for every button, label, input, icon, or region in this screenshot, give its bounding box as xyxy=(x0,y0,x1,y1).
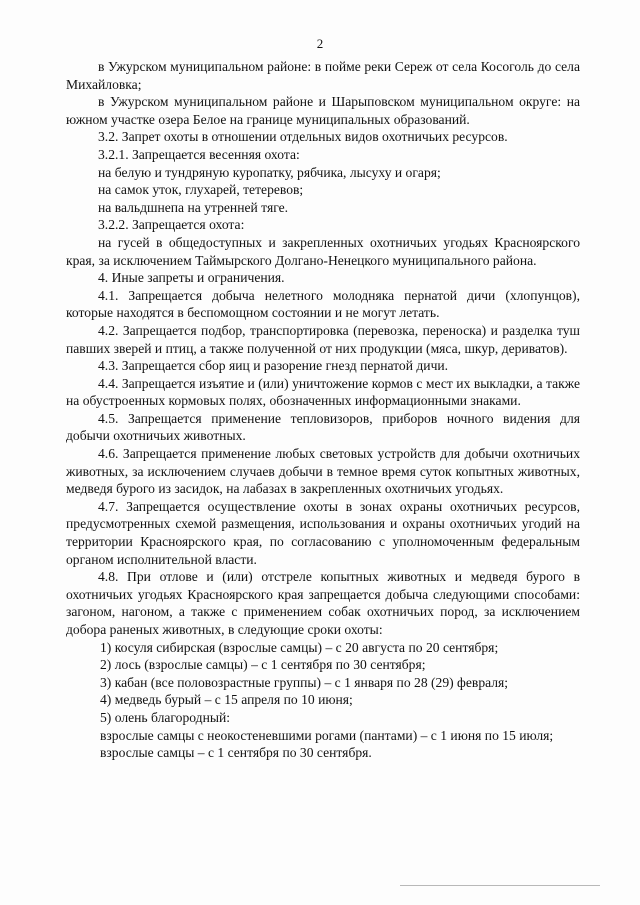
list-item-woodcock: на вальдшнепа на утренней тяге. xyxy=(98,199,289,215)
list-item-red-deer-males: взрослые самцы – с 1 сентября по 30 сентября. xyxy=(100,745,372,761)
paragraph-geese: на гусей в общедоступных и закрепленных охотничьих угодьях Красноярского края, за исключением Таймырского Долгано-Ненецкого муниципального района. xyxy=(66,234,580,268)
list-item-roe-deer: 1) косуля сибирская (взрослые самцы) – с 20 августа по 20 сентября; xyxy=(100,639,499,655)
page-number: 2 xyxy=(316,36,324,51)
section-4-7: 4.7. Запрещается осуществление охоты в зонах охраны охотничьих ресурсов, предусмотренных схемой размещения, использования и охраны охотничьих угодий на территории Красноярского края, по согласованию с уполномоченным федеральным органом исполнительной власти. xyxy=(66,498,580,567)
paragraph-uzhur-serezh: в Ужурском муниципальном районе: в пойме реки Сереж от села Косоголь до села Михайловка; xyxy=(66,59,580,92)
section-4-1: 4.1. Запрещается добыча нелетного молодняка пернатой дичи (хлопунцов), которые находятся в беспомощном состоянии и не могут летать. xyxy=(66,287,580,321)
section-3-2-2-heading: 3.2.2. Запрещается охота: xyxy=(98,217,245,233)
list-item-red-deer-antlers: взрослые самцы с неокостеневшими рогами (пантами) – с 1 июня по 15 июля; xyxy=(100,727,554,743)
section-4-4: 4.4. Запрещается изъятие и (или) уничтожение кормов с мест их выкладки, а также на обустроенных кормовых полях, обозначенных информационными знаками. xyxy=(66,375,580,409)
list-item-red-deer: 5) олень благородный: xyxy=(100,709,231,725)
list-item-ptarmigan: на белую и тундряную куропатку, рябчика, лысуху и огаря; xyxy=(98,164,441,180)
section-4-3: 4.3. Запрещается сбор яиц и разорение гнезд пернатой дичи. xyxy=(98,358,449,374)
section-3-2-1-heading: 3.2.1. Запрещается весенняя охота: xyxy=(98,146,300,162)
section-4-2: 4.2. Запрещается подбор, транспортировка (перевозка, переноска) и разделка туш павших зверей и птиц, а также полученной от них продукции (мяса, шкур, дериватов). xyxy=(66,322,580,356)
section-4-heading: 4. Иные запреты и ограничения. xyxy=(98,270,285,286)
document-body xyxy=(66,58,580,762)
bottom-divider xyxy=(400,885,600,886)
paragraph-uzhur-sharypovo: в Ужурском муниципальном районе и Шарыповском муниципальном округе: на южном участке озера Белое на границе муниципальных образований. xyxy=(66,94,580,127)
section-4-5: 4.5. Запрещается применение тепловизоров, приборов ночного видения для добычи охотничьих животных. xyxy=(66,410,580,444)
section-3-2-heading: 3.2. Запрет охоты в отношении отдельных видов охотничьих ресурсов. xyxy=(98,129,508,145)
list-item-brown-bear: 4) медведь бурый – с 15 апреля по 10 июня; xyxy=(100,692,353,708)
list-item-female-ducks: на самок уток, глухарей, тетеревов; xyxy=(98,182,304,198)
list-item-boar: 3) кабан (все половозрастные группы) – с 1 января по 28 (29) февраля; xyxy=(100,674,509,690)
section-4-8: 4.8. При отлове и (или) отстреле копытных животных и медведя бурого в охотничьих угодьях Красноярского края запрещается добыча следующими способами: загоном, нагоном, а также с применением собак охотничьих пород, за исключением добора раненых животных, в следующие сроки охоты: xyxy=(66,569,580,637)
list-item-moose: 2) лось (взрослые самцы) – с 1 сентября по 30 сентября; xyxy=(100,657,426,673)
section-4-6: 4.6. Запрещается применение любых световых устройств для добычи охотничьих животных, за исключением случаев добычи в темное время суток копытных животных, медведя бурого из засидок, на лабазах в закрепленных охотничьих угодьях. xyxy=(66,446,580,497)
